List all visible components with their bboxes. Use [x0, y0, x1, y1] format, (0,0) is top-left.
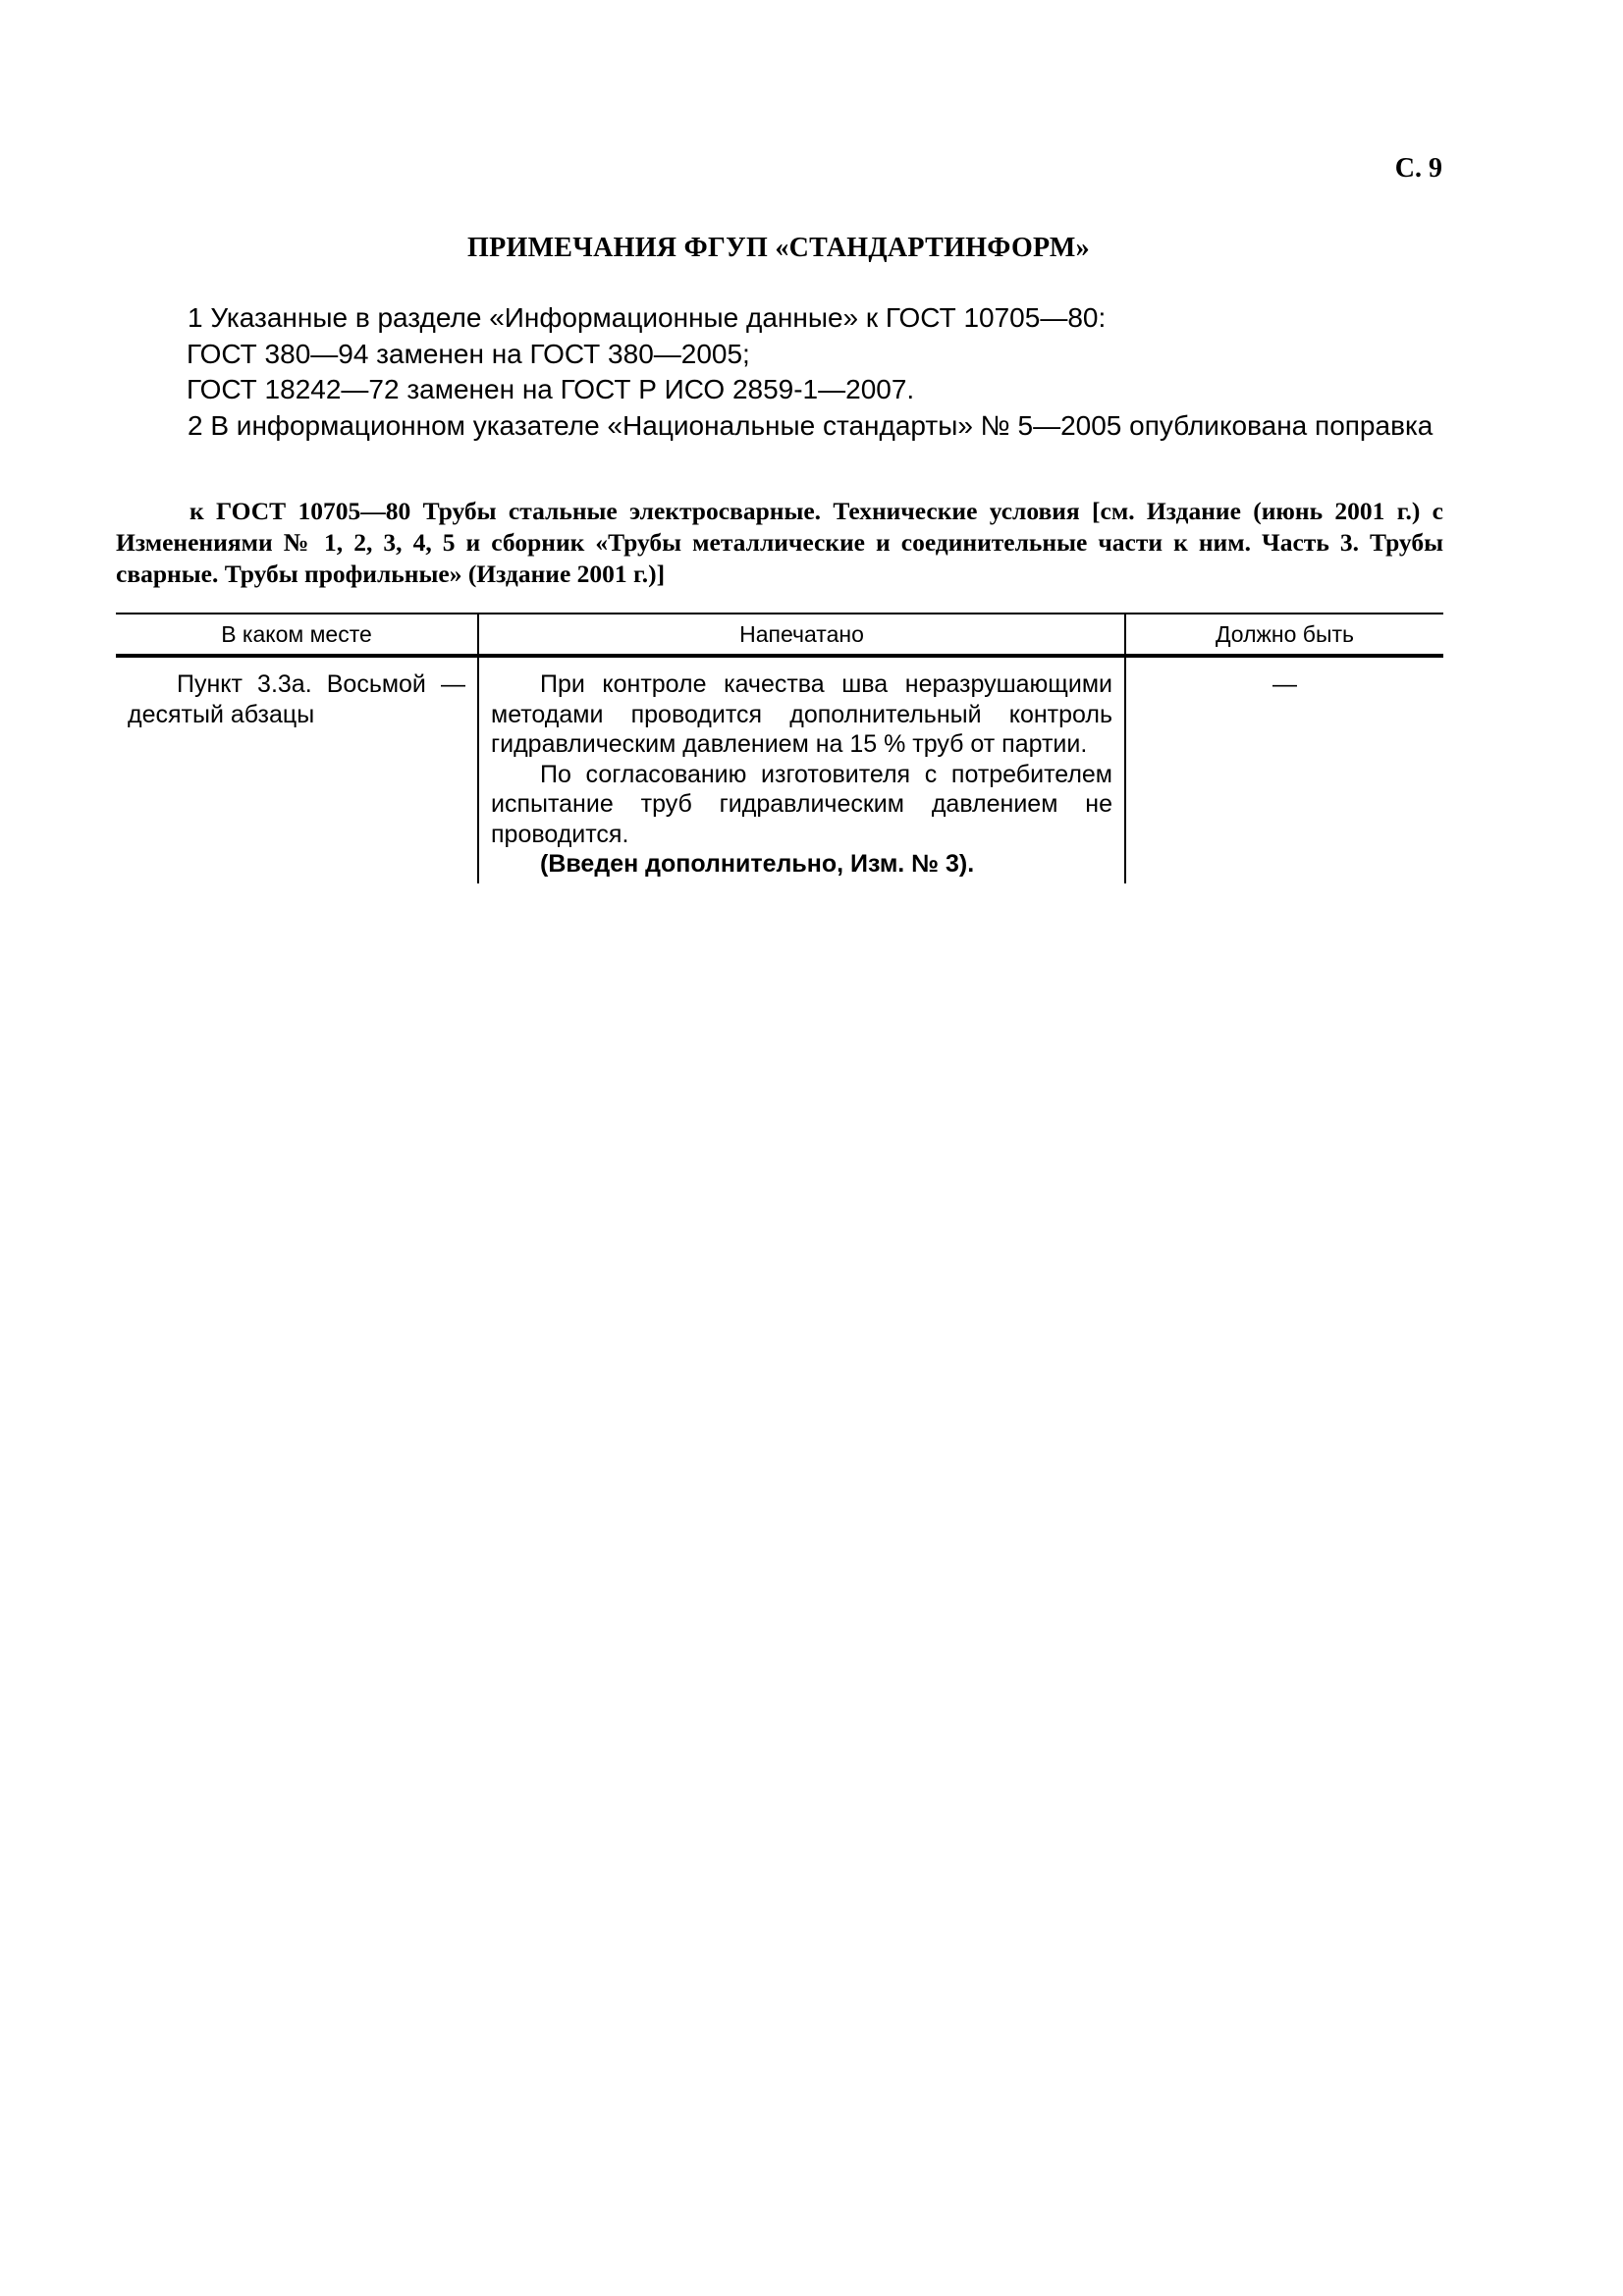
printed-paragraph-1: При контроле качества шва неразрушающими методами проводится дополнительный контроль гидравлическим давлением на 15 % труб от партии.: [491, 670, 1112, 758]
table-header-row: [116, 614, 1443, 656]
page-number: С. 9: [1394, 153, 1442, 184]
notes-list: [187, 300, 1453, 444]
table-row: [116, 656, 1443, 883]
printed-paragraph-2: По согласованию изготовителя с потребителем испытание труб гидравлическим давлением не проводится.: [491, 760, 1112, 848]
note-1-line-3: ГОСТ 18242—72 заменен на ГОСТ Р ИСО 2859-1—2007.: [187, 374, 915, 404]
cell-where: [116, 656, 478, 883]
corrections-table: [116, 613, 1443, 883]
cell-where-text: Пункт 3.3а. Восьмой — десятый абзацы: [128, 670, 465, 728]
reference-heading: к ГОСТ 10705—80 Трубы стальные электросварные. Технические условия [см. Издание (июнь 2001 г.) с Изменениями № 1, 2, 3, 4, 5 и сборник «Трубы металлические и соединительные части к ним. Часть 3. Трубы сварные. Трубы профильные» (Издание 2001 г.)]: [116, 497, 1443, 588]
notes-title: ПРИМЕЧАНИЯ ФГУП «СТАНДАРТИНФОРМ»: [467, 233, 1090, 263]
cell-printed: [478, 656, 1125, 883]
column-header-printed: Напечатано: [478, 614, 1125, 656]
column-header-should-be: Должно быть: [1125, 614, 1443, 656]
column-header-where: В каком месте: [116, 614, 478, 656]
note-1-line-2: ГОСТ 380—94 заменен на ГОСТ 380—2005;: [187, 338, 750, 369]
cell-should-be: —: [1125, 656, 1443, 883]
note-1-line: 1 Указанные в разделе «Информационные данные» к ГОСТ 10705—80:: [188, 302, 1107, 333]
note-2-line: 2 В информационном указателе «Национальные стандарты» № 5—2005 опубликована поправка: [188, 409, 1434, 441]
printed-amendment-note: (Введен дополнительно, Изм. № 3).: [540, 850, 975, 878]
